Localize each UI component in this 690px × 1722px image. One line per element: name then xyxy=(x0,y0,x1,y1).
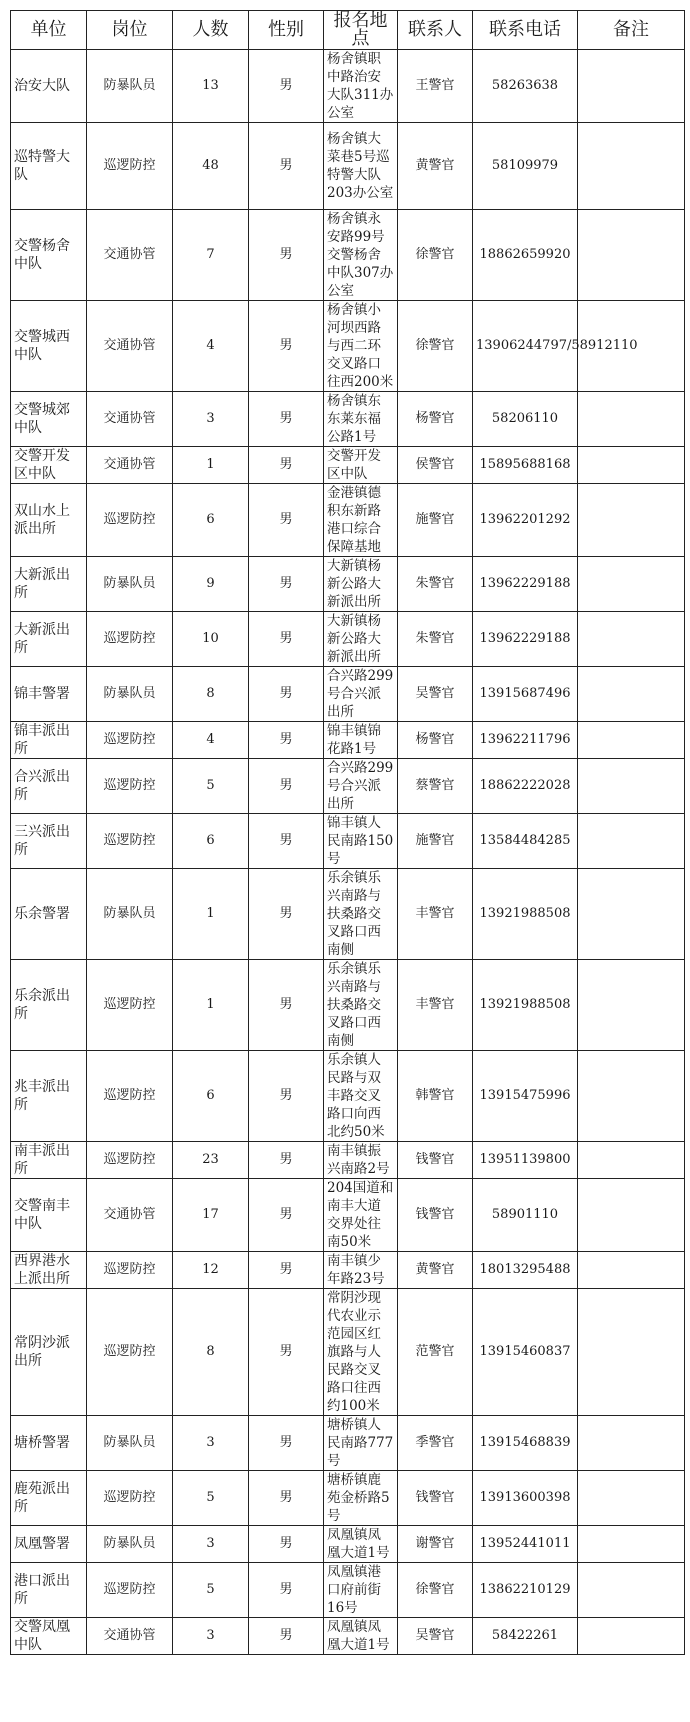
header-sex: 性别 xyxy=(249,11,324,50)
header-phone: 联系电话 xyxy=(473,11,578,50)
table-row xyxy=(11,1051,685,1142)
header-note: 备注 xyxy=(578,11,685,50)
cell-unit: 交警城西中队 xyxy=(11,301,87,392)
table-row xyxy=(11,722,685,759)
cell-post: 巡逻防控 xyxy=(87,1142,173,1179)
cell-sex: 男 xyxy=(249,1051,324,1142)
cell-contact: 朱警官 xyxy=(398,557,473,612)
cell-note xyxy=(578,814,685,869)
cell-address: 塘桥镇鹿苑金桥路5号 xyxy=(324,1471,398,1526)
cell-sex: 男 xyxy=(249,814,324,869)
cell-phone: 13915687496 xyxy=(473,667,578,722)
cell-count: 1 xyxy=(173,869,249,960)
cell-note xyxy=(578,759,685,814)
cell-phone: 18013295488 xyxy=(473,1252,578,1289)
cell-count: 23 xyxy=(173,1142,249,1179)
cell-post: 巡逻防控 xyxy=(87,1051,173,1142)
cell-unit: 锦丰派出所 xyxy=(11,722,87,759)
cell-count: 1 xyxy=(173,960,249,1051)
cell-count: 8 xyxy=(173,667,249,722)
table-row xyxy=(11,392,685,447)
cell-unit: 南丰派出所 xyxy=(11,1142,87,1179)
cell-count: 4 xyxy=(173,301,249,392)
cell-count: 3 xyxy=(173,1526,249,1563)
cell-contact: 丰警官 xyxy=(398,960,473,1051)
cell-unit: 常阴沙派出所 xyxy=(11,1289,87,1416)
cell-post: 防暴队员 xyxy=(87,1416,173,1471)
table-row xyxy=(11,612,685,667)
cell-phone: 58901110 xyxy=(473,1179,578,1252)
cell-note xyxy=(578,50,685,123)
cell-contact: 钱警官 xyxy=(398,1179,473,1252)
cell-unit: 交警杨舍中队 xyxy=(11,210,87,301)
table-row xyxy=(11,1416,685,1471)
cell-address: 南丰镇振兴南路2号 xyxy=(324,1142,398,1179)
cell-unit: 港口派出所 xyxy=(11,1563,87,1618)
cell-sex: 男 xyxy=(249,1289,324,1416)
cell-note xyxy=(578,557,685,612)
cell-note xyxy=(578,210,685,301)
table-row xyxy=(11,960,685,1051)
cell-phone: 58109979 xyxy=(473,123,578,210)
cell-note xyxy=(578,1526,685,1563)
table-row xyxy=(11,869,685,960)
cell-contact: 丰警官 xyxy=(398,869,473,960)
cell-contact: 徐警官 xyxy=(398,1563,473,1618)
table-row xyxy=(11,1618,685,1655)
table-row xyxy=(11,447,685,484)
cell-unit: 三兴派出所 xyxy=(11,814,87,869)
cell-count: 5 xyxy=(173,1471,249,1526)
cell-count: 48 xyxy=(173,123,249,210)
cell-count: 6 xyxy=(173,484,249,557)
cell-post: 交通协管 xyxy=(87,210,173,301)
table-row xyxy=(11,1563,685,1618)
cell-contact: 范警官 xyxy=(398,1289,473,1416)
cell-unit: 乐余派出所 xyxy=(11,960,87,1051)
cell-address: 合兴路299号合兴派出所 xyxy=(324,759,398,814)
cell-phone: 13913600398 xyxy=(473,1471,578,1526)
cell-note xyxy=(578,1416,685,1471)
cell-sex: 男 xyxy=(249,1563,324,1618)
cell-phone: 13915468839 xyxy=(473,1416,578,1471)
table-row xyxy=(11,50,685,123)
cell-phone: 13915475996 xyxy=(473,1051,578,1142)
cell-contact: 钱警官 xyxy=(398,1142,473,1179)
cell-contact: 侯警官 xyxy=(398,447,473,484)
cell-sex: 男 xyxy=(249,667,324,722)
cell-post: 巡逻防控 xyxy=(87,960,173,1051)
cell-phone: 58206110 xyxy=(473,392,578,447)
cell-sex: 男 xyxy=(249,1252,324,1289)
header-address: 报名地点 xyxy=(324,11,398,50)
cell-contact: 吴警官 xyxy=(398,1618,473,1655)
cell-post: 防暴队员 xyxy=(87,50,173,123)
cell-note xyxy=(578,123,685,210)
cell-sex: 男 xyxy=(249,960,324,1051)
header-contact: 联系人 xyxy=(398,11,473,50)
cell-contact: 王警官 xyxy=(398,50,473,123)
cell-unit: 凤凰警署 xyxy=(11,1526,87,1563)
cell-address: 锦丰镇锦花路1号 xyxy=(324,722,398,759)
cell-count: 5 xyxy=(173,1563,249,1618)
cell-sex: 男 xyxy=(249,759,324,814)
cell-contact: 谢警官 xyxy=(398,1526,473,1563)
cell-count: 6 xyxy=(173,814,249,869)
cell-post: 交通协管 xyxy=(87,1618,173,1655)
cell-post: 交通协管 xyxy=(87,447,173,484)
cell-note xyxy=(578,484,685,557)
cell-contact: 吴警官 xyxy=(398,667,473,722)
cell-contact: 钱警官 xyxy=(398,1471,473,1526)
table-body xyxy=(11,50,685,1655)
cell-address: 杨舍镇永安路99号交警杨舍中队307办公室 xyxy=(324,210,398,301)
table-row xyxy=(11,301,685,392)
cell-count: 8 xyxy=(173,1289,249,1416)
cell-post: 防暴队员 xyxy=(87,557,173,612)
cell-contact: 蔡警官 xyxy=(398,759,473,814)
cell-note xyxy=(578,960,685,1051)
cell-address: 乐余镇乐兴南路与扶桑路交叉路口西南侧 xyxy=(324,960,398,1051)
cell-phone: 13952441011 xyxy=(473,1526,578,1563)
cell-contact: 徐警官 xyxy=(398,301,473,392)
cell-phone: 13962229188 xyxy=(473,557,578,612)
cell-sex: 男 xyxy=(249,1471,324,1526)
cell-address: 杨舍镇小河坝西路与西二环交叉路口往西200米 xyxy=(324,301,398,392)
cell-note xyxy=(578,667,685,722)
cell-phone: 13862210129 xyxy=(473,1563,578,1618)
cell-post: 防暴队员 xyxy=(87,1526,173,1563)
cell-unit: 兆丰派出所 xyxy=(11,1051,87,1142)
cell-address: 乐余镇人民路与双丰路交叉路口向西北约50米 xyxy=(324,1051,398,1142)
cell-address: 杨舍镇大菜巷5号巡特警大队203办公室 xyxy=(324,123,398,210)
cell-address: 乐余镇乐兴南路与扶桑路交叉路口西南侧 xyxy=(324,869,398,960)
cell-phone: 13962211796 xyxy=(473,722,578,759)
cell-contact: 施警官 xyxy=(398,484,473,557)
cell-phone: 13584484285 xyxy=(473,814,578,869)
table-row xyxy=(11,1142,685,1179)
recruitment-table xyxy=(10,10,685,1655)
cell-contact: 杨警官 xyxy=(398,722,473,759)
cell-post: 巡逻防控 xyxy=(87,759,173,814)
cell-phone: 13962229188 xyxy=(473,612,578,667)
cell-unit: 鹿苑派出所 xyxy=(11,1471,87,1526)
header-count: 人数 xyxy=(173,11,249,50)
cell-post: 巡逻防控 xyxy=(87,484,173,557)
cell-phone: 13906244797/58912110 xyxy=(473,301,578,392)
cell-note xyxy=(578,722,685,759)
header-unit: 单位 xyxy=(11,11,87,50)
cell-unit: 塘桥警署 xyxy=(11,1416,87,1471)
cell-count: 1 xyxy=(173,447,249,484)
cell-address: 凤凰镇凤凰大道1号 xyxy=(324,1526,398,1563)
cell-sex: 男 xyxy=(249,50,324,123)
cell-address: 锦丰镇人民南路150号 xyxy=(324,814,398,869)
cell-sex: 男 xyxy=(249,1526,324,1563)
cell-post: 巡逻防控 xyxy=(87,1289,173,1416)
cell-note xyxy=(578,1252,685,1289)
cell-sex: 男 xyxy=(249,447,324,484)
cell-contact: 韩警官 xyxy=(398,1051,473,1142)
cell-contact: 施警官 xyxy=(398,814,473,869)
cell-sex: 男 xyxy=(249,301,324,392)
cell-phone: 13951139800 xyxy=(473,1142,578,1179)
cell-address: 凤凰镇港口府前街16号 xyxy=(324,1563,398,1618)
cell-phone: 15895688168 xyxy=(473,447,578,484)
cell-note xyxy=(578,1289,685,1416)
cell-sex: 男 xyxy=(249,1179,324,1252)
cell-phone: 13921988508 xyxy=(473,960,578,1051)
cell-note xyxy=(578,869,685,960)
cell-count: 12 xyxy=(173,1252,249,1289)
cell-note xyxy=(578,392,685,447)
cell-unit: 治安大队 xyxy=(11,50,87,123)
cell-sex: 男 xyxy=(249,722,324,759)
cell-count: 6 xyxy=(173,1051,249,1142)
cell-address: 南丰镇少年路23号 xyxy=(324,1252,398,1289)
cell-note xyxy=(578,612,685,667)
table-row xyxy=(11,1289,685,1416)
cell-sex: 男 xyxy=(249,123,324,210)
cell-sex: 男 xyxy=(249,612,324,667)
table-row xyxy=(11,210,685,301)
cell-address: 凤凰镇凤凰大道1号 xyxy=(324,1618,398,1655)
header-post: 岗位 xyxy=(87,11,173,50)
table-row xyxy=(11,1471,685,1526)
cell-note xyxy=(578,1142,685,1179)
cell-contact: 黄警官 xyxy=(398,123,473,210)
cell-count: 17 xyxy=(173,1179,249,1252)
table-row xyxy=(11,1179,685,1252)
cell-address: 大新镇杨新公路大新派出所 xyxy=(324,612,398,667)
cell-address: 常阴沙现代农业示范园区红旗路与人民路交叉路口往西约100米 xyxy=(324,1289,398,1416)
cell-sex: 男 xyxy=(249,869,324,960)
cell-unit: 大新派出所 xyxy=(11,612,87,667)
cell-contact: 朱警官 xyxy=(398,612,473,667)
cell-unit: 交警南丰中队 xyxy=(11,1179,87,1252)
cell-unit: 巡特警大队 xyxy=(11,123,87,210)
cell-address: 合兴路299号合兴派出所 xyxy=(324,667,398,722)
cell-unit: 锦丰警署 xyxy=(11,667,87,722)
cell-post: 巡逻防控 xyxy=(87,1252,173,1289)
cell-phone: 58263638 xyxy=(473,50,578,123)
cell-unit: 合兴派出所 xyxy=(11,759,87,814)
cell-count: 10 xyxy=(173,612,249,667)
cell-sex: 男 xyxy=(249,484,324,557)
cell-unit: 交警凤凰中队 xyxy=(11,1618,87,1655)
cell-post: 交通协管 xyxy=(87,392,173,447)
cell-contact: 徐警官 xyxy=(398,210,473,301)
cell-address: 204国道和南丰大道交界处往南50米 xyxy=(324,1179,398,1252)
cell-unit: 双山水上派出所 xyxy=(11,484,87,557)
cell-post: 巡逻防控 xyxy=(87,1563,173,1618)
table-row xyxy=(11,814,685,869)
cell-unit: 乐余警署 xyxy=(11,869,87,960)
table-row xyxy=(11,484,685,557)
table-row xyxy=(11,1252,685,1289)
cell-count: 3 xyxy=(173,392,249,447)
cell-post: 防暴队员 xyxy=(87,667,173,722)
cell-post: 巡逻防控 xyxy=(87,1471,173,1526)
cell-note xyxy=(578,1179,685,1252)
cell-note xyxy=(578,1563,685,1618)
cell-unit: 交警开发区中队 xyxy=(11,447,87,484)
header-row xyxy=(11,11,685,50)
cell-unit: 大新派出所 xyxy=(11,557,87,612)
cell-unit: 交警城郊中队 xyxy=(11,392,87,447)
cell-contact: 季警官 xyxy=(398,1416,473,1471)
cell-phone: 18862659920 xyxy=(473,210,578,301)
cell-count: 7 xyxy=(173,210,249,301)
table-row xyxy=(11,759,685,814)
cell-sex: 男 xyxy=(249,1416,324,1471)
cell-address: 交警开发区中队 xyxy=(324,447,398,484)
cell-post: 巡逻防控 xyxy=(87,814,173,869)
cell-phone: 18862222028 xyxy=(473,759,578,814)
cell-count: 3 xyxy=(173,1416,249,1471)
cell-post: 防暴队员 xyxy=(87,869,173,960)
cell-phone: 58422261 xyxy=(473,1618,578,1655)
cell-address: 塘桥镇人民南路777号 xyxy=(324,1416,398,1471)
cell-post: 巡逻防控 xyxy=(87,123,173,210)
cell-post: 交通协管 xyxy=(87,1179,173,1252)
cell-sex: 男 xyxy=(249,1142,324,1179)
cell-contact: 杨警官 xyxy=(398,392,473,447)
cell-address: 杨舍镇职中路治安大队311办公室 xyxy=(324,50,398,123)
cell-contact: 黄警官 xyxy=(398,1252,473,1289)
table-row xyxy=(11,1526,685,1563)
cell-note xyxy=(578,1051,685,1142)
cell-count: 4 xyxy=(173,722,249,759)
cell-post: 巡逻防控 xyxy=(87,612,173,667)
cell-unit: 西界港水上派出所 xyxy=(11,1252,87,1289)
cell-note xyxy=(578,447,685,484)
cell-count: 3 xyxy=(173,1618,249,1655)
cell-sex: 男 xyxy=(249,392,324,447)
cell-post: 巡逻防控 xyxy=(87,722,173,759)
cell-phone: 13921988508 xyxy=(473,869,578,960)
table-row xyxy=(11,557,685,612)
cell-phone: 13915460837 xyxy=(473,1289,578,1416)
cell-note xyxy=(578,1618,685,1655)
table-row xyxy=(11,667,685,722)
cell-phone: 13962201292 xyxy=(473,484,578,557)
cell-post: 交通协管 xyxy=(87,301,173,392)
cell-sex: 男 xyxy=(249,1618,324,1655)
cell-count: 5 xyxy=(173,759,249,814)
cell-note xyxy=(578,1471,685,1526)
cell-sex: 男 xyxy=(249,210,324,301)
cell-count: 13 xyxy=(173,50,249,123)
cell-count: 9 xyxy=(173,557,249,612)
cell-sex: 男 xyxy=(249,557,324,612)
cell-address: 大新镇杨新公路大新派出所 xyxy=(324,557,398,612)
cell-address: 杨舍镇东东莱东福公路1号 xyxy=(324,392,398,447)
table-row xyxy=(11,123,685,210)
cell-address: 金港镇德积东新路港口综合保障基地 xyxy=(324,484,398,557)
